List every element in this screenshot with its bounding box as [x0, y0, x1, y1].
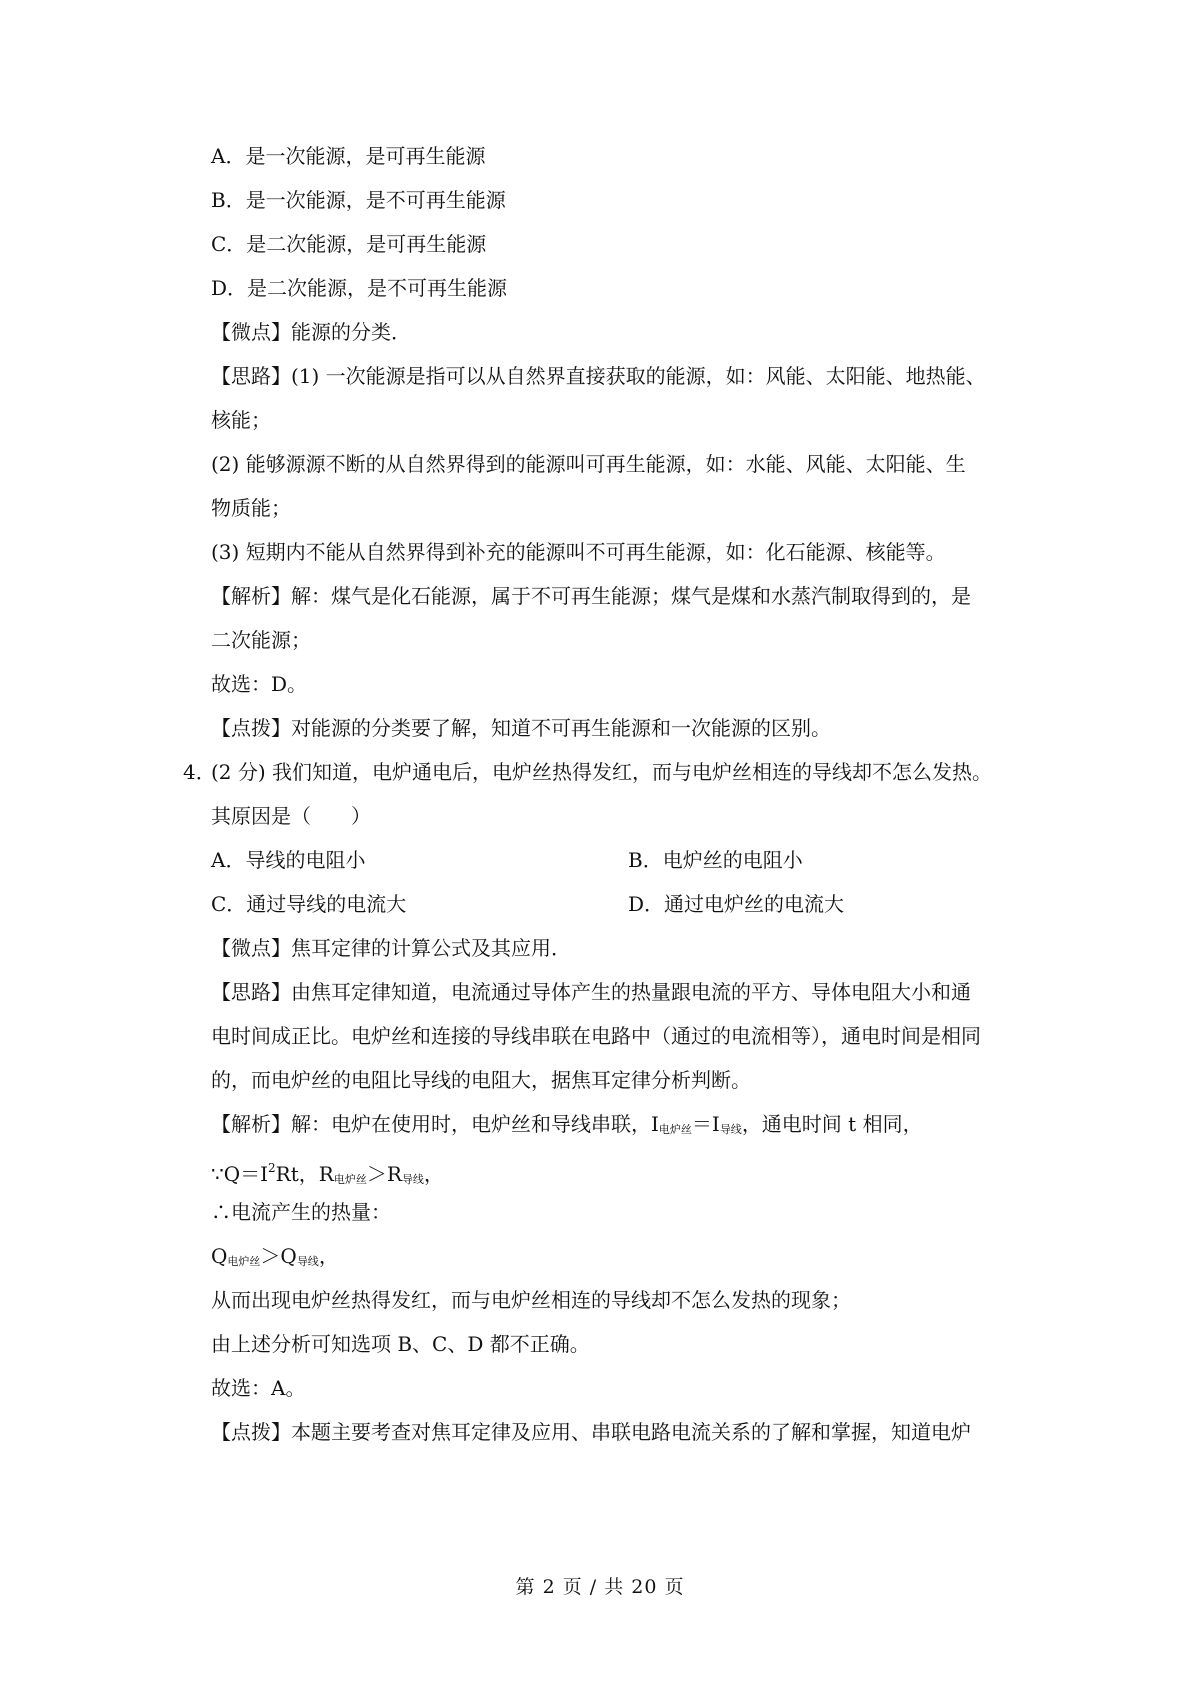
- reasoning-line: 电时间成正比。电炉丝和连接的导线串联在电路中（通过的电流相等），通电时间是相同: [211, 1024, 981, 1048]
- subscript: 电炉丝: [227, 1255, 261, 1268]
- reasoning-line: 核能；: [211, 408, 271, 432]
- analysis-line: 【解析】解：煤气是化石能源，属于不可再生能源；煤气是煤和水蒸汽制取得到的，是: [211, 584, 971, 608]
- formula-text: Rt，R: [275, 1162, 334, 1186]
- answer-line: 故选：A。: [211, 1376, 306, 1400]
- analysis-line: [211, 1110, 923, 1144]
- reasoning-line: 物质能；: [211, 496, 291, 520]
- formula-text: ，: [318, 1244, 339, 1268]
- reasoning-line: 【思路】(1) 一次能源是指可以从自然界直接获取的能源，如：风能、太阳能、地热能、: [211, 364, 986, 388]
- reasoning-line: 的，而电炉丝的电阻比导线的电阻大，据焦耳定律分析判断。: [211, 1068, 751, 1092]
- superscript: 2: [268, 1161, 276, 1175]
- formula-text: ，: [423, 1162, 444, 1186]
- knowledge-point: 【微点】能源的分类．: [211, 320, 411, 344]
- reasoning-line: (3) 短期内不能从自然界得到补充的能源叫不可再生能源，如：化石能源、核能等。: [211, 540, 946, 564]
- formula-text: ＞R: [366, 1162, 402, 1186]
- option-b: B．是一次能源，是不可再生能源: [211, 188, 506, 212]
- comment-line: 【点拨】本题主要考查对焦耳定律及应用、串联电路电流关系的了解和掌握，知道电炉: [211, 1420, 971, 1444]
- subscript: 电炉丝: [333, 1173, 367, 1186]
- analysis-line: 由上述分析可知选项 B、C、D 都不正确。: [211, 1332, 590, 1356]
- subscript: 电炉丝: [658, 1123, 692, 1136]
- option-a: A．导线的电阻小: [211, 848, 366, 872]
- option-d: D．通过电炉丝的电流大: [628, 892, 845, 916]
- analysis-line: ∴电流产生的热量：: [211, 1200, 391, 1224]
- subscript: 导线: [719, 1123, 742, 1136]
- question-number: 4．: [183, 760, 216, 784]
- analysis-line: 二次能源；: [211, 628, 311, 652]
- analysis-text: 【解析】解：电炉在使用时，电炉丝和导线串联，I: [211, 1112, 659, 1136]
- option-a: A．是一次能源，是可再生能源: [211, 144, 486, 168]
- question-stem: 其原因是（ ）: [211, 804, 371, 828]
- formula-line: [211, 1242, 339, 1276]
- option-c: C．通过导线的电流大: [211, 892, 407, 916]
- knowledge-point: 【微点】焦耳定律的计算公式及其应用．: [211, 936, 571, 960]
- formula-text: Q: [211, 1244, 228, 1268]
- question-stem: (2 分) 我们知道，电炉通电后，电炉丝热得发红，而与电炉丝相连的导线却不怎么发热。: [211, 760, 993, 784]
- subscript: 导线: [401, 1173, 424, 1186]
- option-b: B．电炉丝的电阻小: [628, 848, 803, 872]
- option-d: D．是二次能源，是不可再生能源: [211, 276, 508, 300]
- page-footer: 第 2 页 / 共 20 页: [515, 1576, 685, 1598]
- reasoning-line: 【思路】由焦耳定律知道，电流通过导体产生的热量跟电流的平方、导体电阻大小和通: [211, 980, 971, 1004]
- comment-line: 【点拨】对能源的分类要了解，知道不可再生能源和一次能源的区别。: [211, 716, 831, 740]
- reasoning-line: (2) 能够源源不断的从自然界得到的能源叫可再生能源，如：水能、风能、太阳能、生: [211, 452, 966, 476]
- formula-text: ∵Q＝I: [211, 1162, 269, 1186]
- analysis-line: 从而出现电炉丝热得发红，而与电炉丝相连的导线却不怎么发热的现象；: [211, 1288, 851, 1312]
- option-c: C．是二次能源，是可再生能源: [211, 232, 487, 256]
- answer-line: 故选：D。: [211, 672, 308, 696]
- analysis-text: ，通电时间 t 相同，: [741, 1112, 923, 1136]
- subscript: 导线: [296, 1255, 319, 1268]
- formula-text: ＞Q: [260, 1244, 297, 1268]
- formula-line: [211, 1154, 444, 1194]
- equation-text: ＝I: [691, 1112, 720, 1136]
